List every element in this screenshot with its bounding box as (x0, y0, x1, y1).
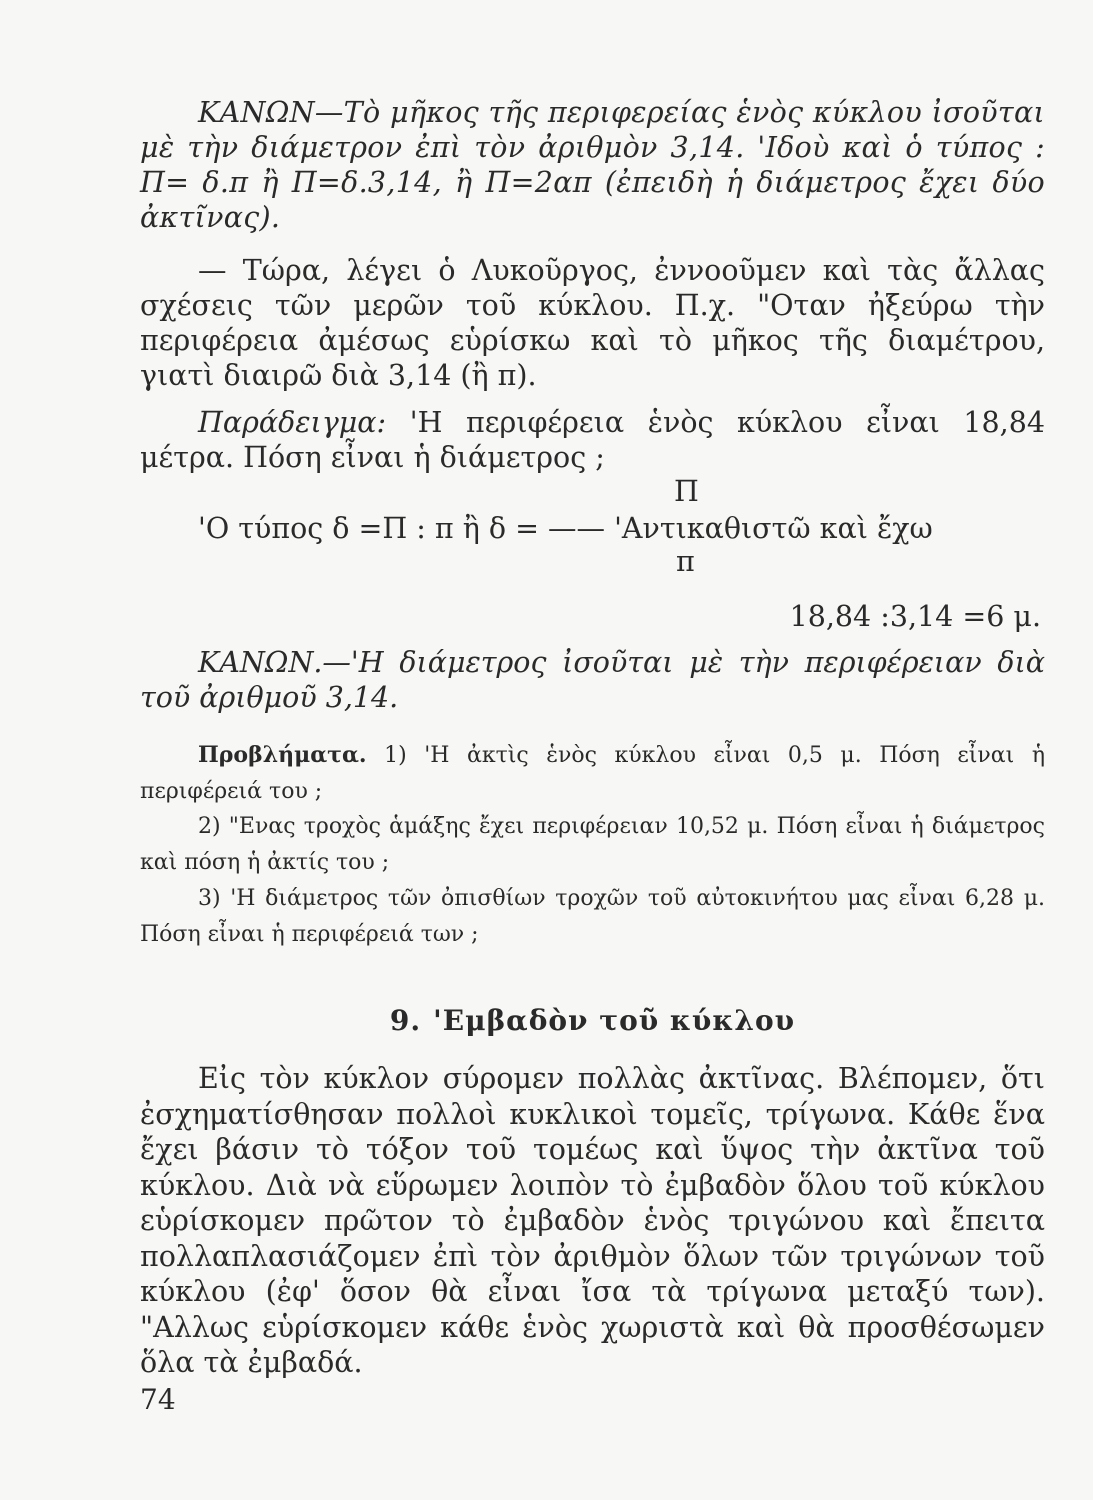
page-number: 74 (140, 1382, 176, 1416)
formula-line: 'Ο τύπος δ =Π : π ἢ δ = —— 'Αντικαθιστῶ καὶ ἔχω (198, 512, 933, 545)
formula-block (140, 475, 1045, 595)
problem-1: Προβλήματα. 1) 'Η ἀκτὶς ἑνὸς κύκλου εἶναι 0,5 μ. Πόση εἶναι ἡ περιφέρειά του ; (140, 742, 1045, 804)
section-title: 'Εμβαδὸν τοῦ κύκλου (433, 1004, 796, 1037)
problems-block (140, 737, 1045, 953)
formula-result: 18,84 :3,14 =6 μ. (789, 600, 1041, 633)
paragraph-lykourgos: — Τώρα, λέγει ὁ Λυκοῦργος, ἐννοοῦμεν καὶ τὰς ἄλλας σχέσεις τῶν μερῶν τοῦ κύκλου. Π.χ. "Οταν ἠξεύρω τὴν περιφέρεια ἀμέσως εὑρίσκω καὶ τὸ μῆκος τῆς διαμέτρου, γιατὶ διαιρῶ διὰ 3,14 (ἢ π). (140, 254, 1045, 392)
formula-numerator: Π (674, 475, 699, 508)
page-content (140, 95, 1045, 1416)
formula-denominator: π (676, 545, 695, 578)
section-body: Εἰς τὸν κύκλον σύρομεν πολλὰς ἀκτῖνας. Βλέπομεν, ὅτι ἐσχηματίσθησαν πολλοὶ κυκλικοὶ τομεῖς, τρίγωνα. Κάθε ἕνα ἔχει βάσιν τὸ τόξον τοῦ τομέως καὶ ὕψος τὴν ἀκτῖνα τοῦ κύκλου. Διὰ νὰ εὕρωμεν λοιπὸν τὸ ἐμβαδὸν ὅλου τοῦ κύκλου εὑρίσκομεν πρῶτον τὸ ἐμβαδὸν ἑνὸς τριγώνου καὶ ἔπειτα πολλαπλασιάζομεν ἐπὶ τὸν ἀριθμὸν ὅλων τῶν τριγώνων τοῦ κύκλου (ἐφ' ὅσον θὰ εἶναι ἴσα τὰ τρίγωνα μεταξύ των). "Αλλως εὑρίσκομεν κάθε ἑνὸς χωριστὰ καὶ θὰ προσθέσωμεν ὅλα τὰ ἐμβαδά. (140, 1062, 1045, 1379)
example-paragraph (140, 405, 1045, 475)
section-number: 9. (389, 1004, 422, 1037)
example-text: 'Η περιφέρεια ἑνὸς κύκλου εἶναι 18,84 μέτρα. Πόση εἶναι ἡ διάμετρος ; (140, 406, 1045, 474)
section-heading (140, 991, 1045, 1051)
rule-diameter: ΚΑΝΩΝ.—'Η διάμετρος ἰσοῦται μὲ τὴν περιφέρειαν διὰ τοῦ ἀριθμοῦ 3,14. (140, 646, 1045, 714)
problem-3: 3) 'Η διάμετρος τῶν ὀπισθίων τροχῶν τοῦ αὐτοκινήτου μας εἶναι 6,28 μ. Πόση εἶναι ἡ περιφέρειά των ; (140, 886, 1045, 947)
example-label: Παράδειγμα: (198, 406, 387, 439)
rule-circumference: ΚΑΝΩΝ—Τὸ μῆκος τῆς περιφερείας ἑνὸς κύκλου ἰσοῦται μὲ τὴν διάμετρον ἐπὶ τὸν ἀριθμὸν 3,14. 'Ιδοὺ καὶ ὁ τύπος : Π= δ.π ἢ Π=δ.3,14, ἢ Π=2απ (ἐπειδὴ ἡ διάμετρος ἔχει δύο ἀκτῖνας). (140, 96, 1045, 234)
problem-2: 2) "Ενας τροχὸς ἁμάξης ἔχει περιφέρειαν 10,52 μ. Πόση εἶναι ἡ διάμετρος καὶ πόση ἡ ἀκτίς του ; (140, 814, 1045, 875)
problems-label: Προβλήματα. (198, 742, 367, 768)
